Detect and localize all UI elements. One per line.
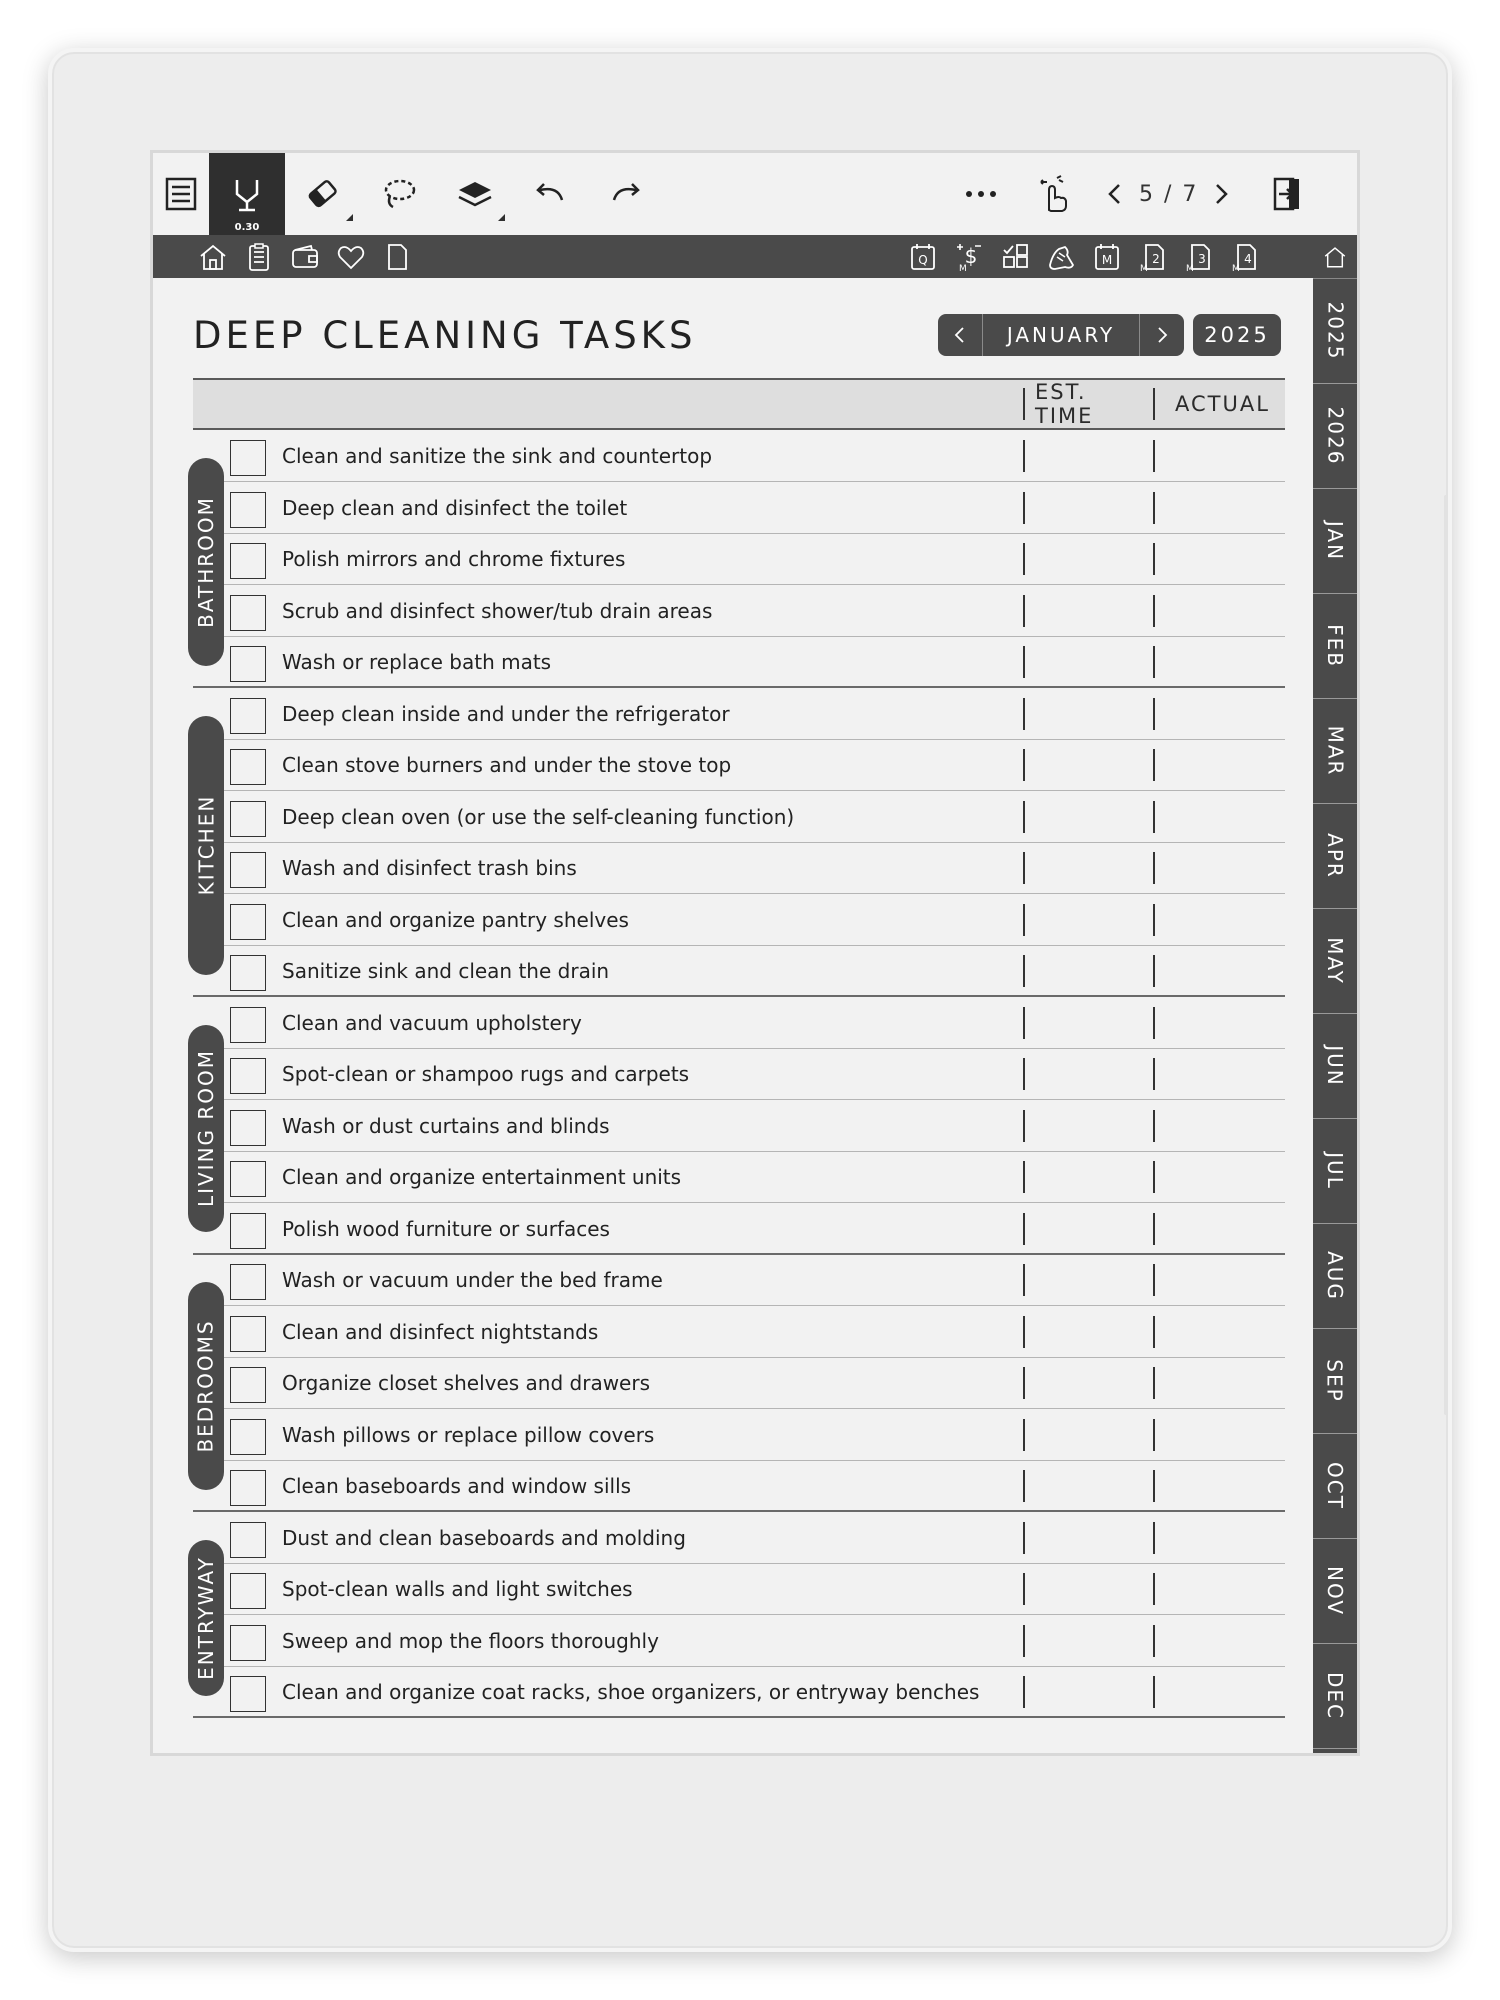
screen — [153, 153, 1357, 1753]
table-row — [193, 430, 1285, 482]
section-label-text: BEDROOMS — [194, 1319, 218, 1453]
task-label: Scrub and disinfect shower/tub drain areas — [282, 598, 713, 623]
table-row — [193, 1512, 1285, 1564]
grid-icon[interactable] — [997, 239, 1033, 275]
task-checkbox[interactable] — [230, 1316, 266, 1352]
year-button[interactable]: 2025 — [1193, 314, 1281, 356]
pen-icon — [227, 174, 267, 214]
est-time-cell[interactable] — [1023, 595, 1025, 627]
task-label: Wash or dust curtains and blinds — [282, 1113, 610, 1138]
est-time-cell[interactable] — [1023, 1470, 1025, 1502]
right-home-icon[interactable] — [1313, 235, 1357, 279]
next-page-icon[interactable] — [1199, 153, 1243, 235]
table-row — [193, 791, 1285, 843]
task-label: Deep clean oven (or use the self-cleaning function) — [282, 804, 795, 829]
month4-icon[interactable] — [1227, 239, 1263, 275]
section-label-living-room — [188, 1025, 224, 1233]
svg-text:M: M — [1186, 264, 1194, 273]
est-time-cell[interactable] — [1023, 1625, 1025, 1657]
quarter-icon[interactable] — [905, 239, 941, 275]
est-time-cell[interactable] — [1023, 904, 1025, 936]
est-time-cell[interactable] — [1023, 1419, 1025, 1451]
task-label: Clean and sanitize the sink and countertop — [282, 444, 713, 468]
toc-icon[interactable] — [153, 153, 209, 235]
undo-icon[interactable] — [517, 153, 583, 235]
device-side-button — [1444, 495, 1448, 1415]
actual-cell[interactable] — [1153, 1676, 1155, 1708]
wallet-icon[interactable] — [287, 239, 323, 275]
svg-text:M: M — [1101, 253, 1113, 267]
est-time-cell[interactable] — [1023, 1110, 1025, 1142]
actual-cell[interactable] — [1153, 698, 1155, 730]
task-label: Polish mirrors and chrome fixtures — [282, 547, 626, 571]
task-checkbox[interactable] — [230, 1367, 266, 1403]
task-label: Sweep and mop the floors thoroughly — [282, 1628, 659, 1653]
right-tab-apr[interactable] — [1313, 803, 1357, 909]
task-label: Spot-clean or shampoo rugs and carpets — [282, 1062, 690, 1086]
est-time-cell[interactable] — [1023, 1213, 1025, 1245]
month3-icon[interactable] — [1181, 239, 1217, 275]
task-label: Wash pillows or replace pillow covers — [282, 1422, 655, 1447]
est-time-cell[interactable] — [1023, 543, 1025, 575]
est-time-cell[interactable] — [1023, 1676, 1025, 1708]
right-tab-bar — [1313, 235, 1357, 1753]
heart-icon[interactable] — [333, 239, 369, 275]
task-checkbox[interactable] — [230, 698, 266, 734]
right-tab-label: JUL — [1323, 1151, 1347, 1190]
eraser-icon[interactable] — [285, 153, 361, 235]
nav-strip — [153, 235, 1313, 278]
right-tab-feb[interactable] — [1313, 593, 1357, 699]
prev-month-button[interactable] — [938, 314, 983, 356]
right-tab-label: APR — [1323, 832, 1348, 879]
task-checkbox[interactable] — [230, 1007, 266, 1043]
task-checkbox[interactable] — [230, 492, 266, 528]
task-checkbox[interactable] — [230, 1264, 266, 1300]
actual-cell[interactable] — [1153, 543, 1155, 575]
right-tab-mar[interactable] — [1313, 698, 1357, 804]
layer-options-indicator — [498, 214, 505, 221]
section-label-text: KITCHEN — [194, 794, 219, 896]
task-label: Dust and clean baseboards and molding — [282, 1525, 686, 1550]
right-tab-may[interactable] — [1313, 908, 1357, 1014]
svg-text:2: 2 — [1152, 252, 1160, 266]
section-label-entryway — [188, 1540, 224, 1696]
task-checkbox[interactable] — [230, 1213, 266, 1249]
table-row — [193, 842, 1285, 894]
right-tab-label: 2026 — [1323, 406, 1347, 465]
table-row — [193, 1100, 1285, 1152]
table-row — [193, 1151, 1285, 1203]
pen-tool-button[interactable] — [209, 153, 285, 235]
svg-text:$: $ — [964, 244, 978, 268]
notes-icon[interactable] — [241, 239, 277, 275]
section-label-text: LIVING ROOM — [194, 1049, 219, 1208]
right-tab-label: OCT — [1323, 1461, 1347, 1510]
actual-cell[interactable] — [1153, 1573, 1155, 1605]
task-checkbox[interactable] — [230, 801, 266, 837]
table-row — [193, 1460, 1285, 1512]
task-checkbox[interactable] — [230, 1573, 266, 1609]
task-checkbox[interactable] — [230, 1470, 266, 1506]
section-label-text: BATHROOM — [194, 495, 218, 628]
svg-text:M: M — [1140, 264, 1148, 273]
actual-cell[interactable] — [1153, 1110, 1155, 1142]
task-checkbox[interactable] — [230, 1419, 266, 1455]
task-label: Clean and organize coat racks, shoe organizers, or entryway benches — [282, 1680, 980, 1704]
est-time-cell[interactable] — [1023, 1573, 1025, 1605]
table-row — [193, 1615, 1285, 1667]
est-time-cell[interactable] — [1023, 1367, 1025, 1399]
table-row — [193, 1306, 1285, 1358]
redo-icon[interactable] — [593, 153, 659, 235]
actual-cell[interactable] — [1153, 749, 1155, 781]
page-icon[interactable] — [379, 239, 415, 275]
actual-cell[interactable] — [1153, 1161, 1155, 1193]
pen-size-label: 0.30 — [234, 222, 260, 233]
right-tab-label: JAN — [1322, 520, 1347, 561]
est-time-cell[interactable] — [1023, 1316, 1025, 1348]
task-checkbox[interactable] — [230, 1625, 266, 1661]
table-row — [193, 1563, 1285, 1615]
right-tab-label: FEB — [1323, 623, 1347, 668]
chevron-right-icon — [1152, 325, 1172, 345]
exit-icon[interactable] — [1257, 153, 1317, 235]
task-checkbox[interactable] — [230, 646, 266, 682]
task-label: Clean and organize entertainment units — [282, 1165, 682, 1189]
chevron-left-icon — [950, 325, 970, 345]
task-label: Wash or vacuum under the bed frame — [282, 1268, 663, 1292]
est-time-cell[interactable] — [1023, 955, 1025, 987]
table-row — [193, 585, 1285, 637]
actual-cell[interactable] — [1153, 1007, 1155, 1039]
run-icon[interactable] — [1043, 239, 1079, 275]
est-time-cell[interactable] — [1023, 1264, 1025, 1296]
right-tab-dec[interactable] — [1313, 1643, 1357, 1749]
lasso-icon[interactable] — [361, 153, 437, 235]
task-label: Wash and disinfect trash bins — [282, 856, 577, 880]
month-label[interactable]: JANUARY — [1006, 323, 1116, 347]
task-checkbox[interactable] — [230, 1676, 266, 1712]
page-content — [193, 278, 1285, 1753]
month-icon[interactable] — [1089, 239, 1125, 275]
actual-cell[interactable] — [1153, 801, 1155, 833]
task-label: Clean and disinfect nightstands — [282, 1319, 599, 1344]
svg-text:Q: Q — [918, 253, 928, 267]
task-checkbox[interactable] — [230, 904, 266, 940]
table-row — [193, 1203, 1285, 1255]
section-label-bedrooms — [188, 1282, 224, 1490]
table-row — [193, 997, 1285, 1049]
task-label: Clean and vacuum upholstery — [282, 1010, 582, 1035]
actual-cell[interactable] — [1153, 1058, 1155, 1090]
table-header — [193, 378, 1285, 430]
est-time-cell[interactable] — [1023, 440, 1025, 472]
table-row — [193, 1666, 1285, 1718]
right-tab-label: JUN — [1323, 1044, 1347, 1087]
task-label: Clean and organize pantry shelves — [282, 907, 629, 932]
actual-cell[interactable] — [1153, 1625, 1155, 1657]
month2-icon[interactable] — [1135, 239, 1171, 275]
actual-cell[interactable] — [1153, 1213, 1155, 1245]
right-tab-jul[interactable] — [1313, 1118, 1357, 1224]
task-label: Clean stove burners and under the stove top — [282, 753, 732, 777]
est-time-cell[interactable] — [1023, 1161, 1025, 1193]
svg-text:M: M — [1232, 264, 1240, 273]
right-tab-label: MAY — [1323, 936, 1348, 985]
task-label: Polish wood furniture or surfaces — [282, 1216, 610, 1241]
right-tab-jun[interactable] — [1313, 1013, 1357, 1119]
tool-options-indicator — [346, 214, 353, 221]
est-time-cell[interactable] — [1023, 749, 1025, 781]
right-tab-oct[interactable] — [1313, 1433, 1357, 1539]
right-tab-sep[interactable] — [1313, 1328, 1357, 1434]
task-checkbox[interactable] — [230, 1522, 266, 1558]
actual-cell[interactable] — [1153, 1367, 1155, 1399]
top-toolbar — [153, 153, 1357, 235]
task-label: Spot-clean walls and light switches — [282, 1577, 633, 1601]
actual-cell[interactable] — [1153, 1316, 1155, 1348]
task-checkbox[interactable] — [230, 852, 266, 888]
table-row — [193, 1409, 1285, 1461]
task-checkbox[interactable] — [230, 749, 266, 785]
task-label: Wash or replace bath mats — [282, 650, 552, 674]
table-row — [193, 739, 1285, 791]
est-time-cell[interactable] — [1023, 492, 1025, 524]
est-time-cell[interactable] — [1023, 646, 1025, 678]
task-label: Clean baseboards and window sills — [282, 1474, 632, 1498]
est-time-header: EST. TIME — [1023, 388, 1153, 420]
next-month-button[interactable] — [1139, 314, 1184, 356]
money-icon[interactable] — [951, 239, 987, 275]
task-label: Deep clean and disinfect the toilet — [282, 495, 628, 520]
task-checkbox[interactable] — [230, 1161, 266, 1197]
layers-icon[interactable] — [437, 153, 513, 235]
right-tab-label: MAR — [1323, 725, 1347, 776]
task-checkbox[interactable] — [230, 543, 266, 579]
actual-cell[interactable] — [1153, 1522, 1155, 1554]
table-row — [193, 1357, 1285, 1409]
page-indicator[interactable]: 5 / 7 — [1139, 181, 1199, 207]
table-row — [193, 533, 1285, 585]
svg-text:3: 3 — [1198, 252, 1206, 266]
actual-cell[interactable] — [1153, 492, 1155, 524]
right-tab-aug[interactable] — [1313, 1223, 1357, 1329]
table-row — [193, 688, 1285, 740]
prev-page-icon[interactable] — [1093, 153, 1137, 235]
touch-icon[interactable] — [1023, 153, 1083, 235]
est-time-cell[interactable] — [1023, 1007, 1025, 1039]
est-time-cell[interactable] — [1023, 698, 1025, 730]
task-label: Deep clean inside and under the refrigerator — [282, 701, 730, 726]
right-tab-2025[interactable] — [1313, 278, 1357, 384]
task-checkbox[interactable] — [230, 1058, 266, 1094]
page-title: DEEP CLEANING TASKS — [193, 314, 697, 357]
actual-cell[interactable] — [1153, 1264, 1155, 1296]
est-time-cell[interactable] — [1023, 1058, 1025, 1090]
est-time-cell[interactable] — [1023, 801, 1025, 833]
table-row — [193, 1048, 1285, 1100]
actual-cell[interactable] — [1153, 1419, 1155, 1451]
right-tab-nov[interactable] — [1313, 1538, 1357, 1644]
est-time-cell[interactable] — [1023, 1522, 1025, 1554]
right-tab-label: AUG — [1323, 1250, 1348, 1301]
task-label: Sanitize sink and clean the drain — [282, 959, 610, 983]
table-row — [193, 945, 1285, 997]
est-time-cell[interactable] — [1023, 852, 1025, 884]
actual-cell[interactable] — [1153, 852, 1155, 884]
right-tab-label: NOV — [1323, 1565, 1348, 1616]
right-tab-label: SEP — [1323, 1358, 1347, 1403]
right-tab-label: 2025 — [1323, 301, 1347, 360]
actual-cell[interactable] — [1153, 904, 1155, 936]
table-row — [193, 1254, 1285, 1306]
actual-cell[interactable] — [1153, 440, 1155, 472]
table-row — [193, 894, 1285, 946]
svg-text:M: M — [959, 264, 967, 273]
actual-cell[interactable] — [1153, 1470, 1155, 1502]
section-label-text: ENTRYWAY — [194, 1555, 218, 1680]
home-icon[interactable] — [195, 239, 231, 275]
task-checkbox[interactable] — [230, 1110, 266, 1146]
table-row — [193, 636, 1285, 688]
task-checkbox[interactable] — [230, 955, 266, 991]
right-tab-label: DEC — [1323, 1671, 1348, 1720]
right-tab-2026[interactable] — [1313, 383, 1357, 489]
month-selector — [938, 314, 1184, 356]
more-icon[interactable] — [953, 153, 1009, 235]
actual-cell[interactable] — [1153, 595, 1155, 627]
section-label-kitchen — [188, 716, 224, 975]
task-checkbox[interactable] — [230, 595, 266, 631]
actual-cell[interactable] — [1153, 646, 1155, 678]
task-label: Organize closet shelves and drawers — [282, 1371, 651, 1395]
task-checkbox[interactable] — [230, 440, 266, 476]
table-row — [193, 482, 1285, 534]
svg-text:4: 4 — [1244, 252, 1252, 266]
right-tab-jan[interactable] — [1313, 488, 1357, 594]
actual-header: ACTUAL — [1153, 388, 1285, 420]
section-label-bathroom — [188, 458, 224, 666]
actual-cell[interactable] — [1153, 955, 1155, 987]
